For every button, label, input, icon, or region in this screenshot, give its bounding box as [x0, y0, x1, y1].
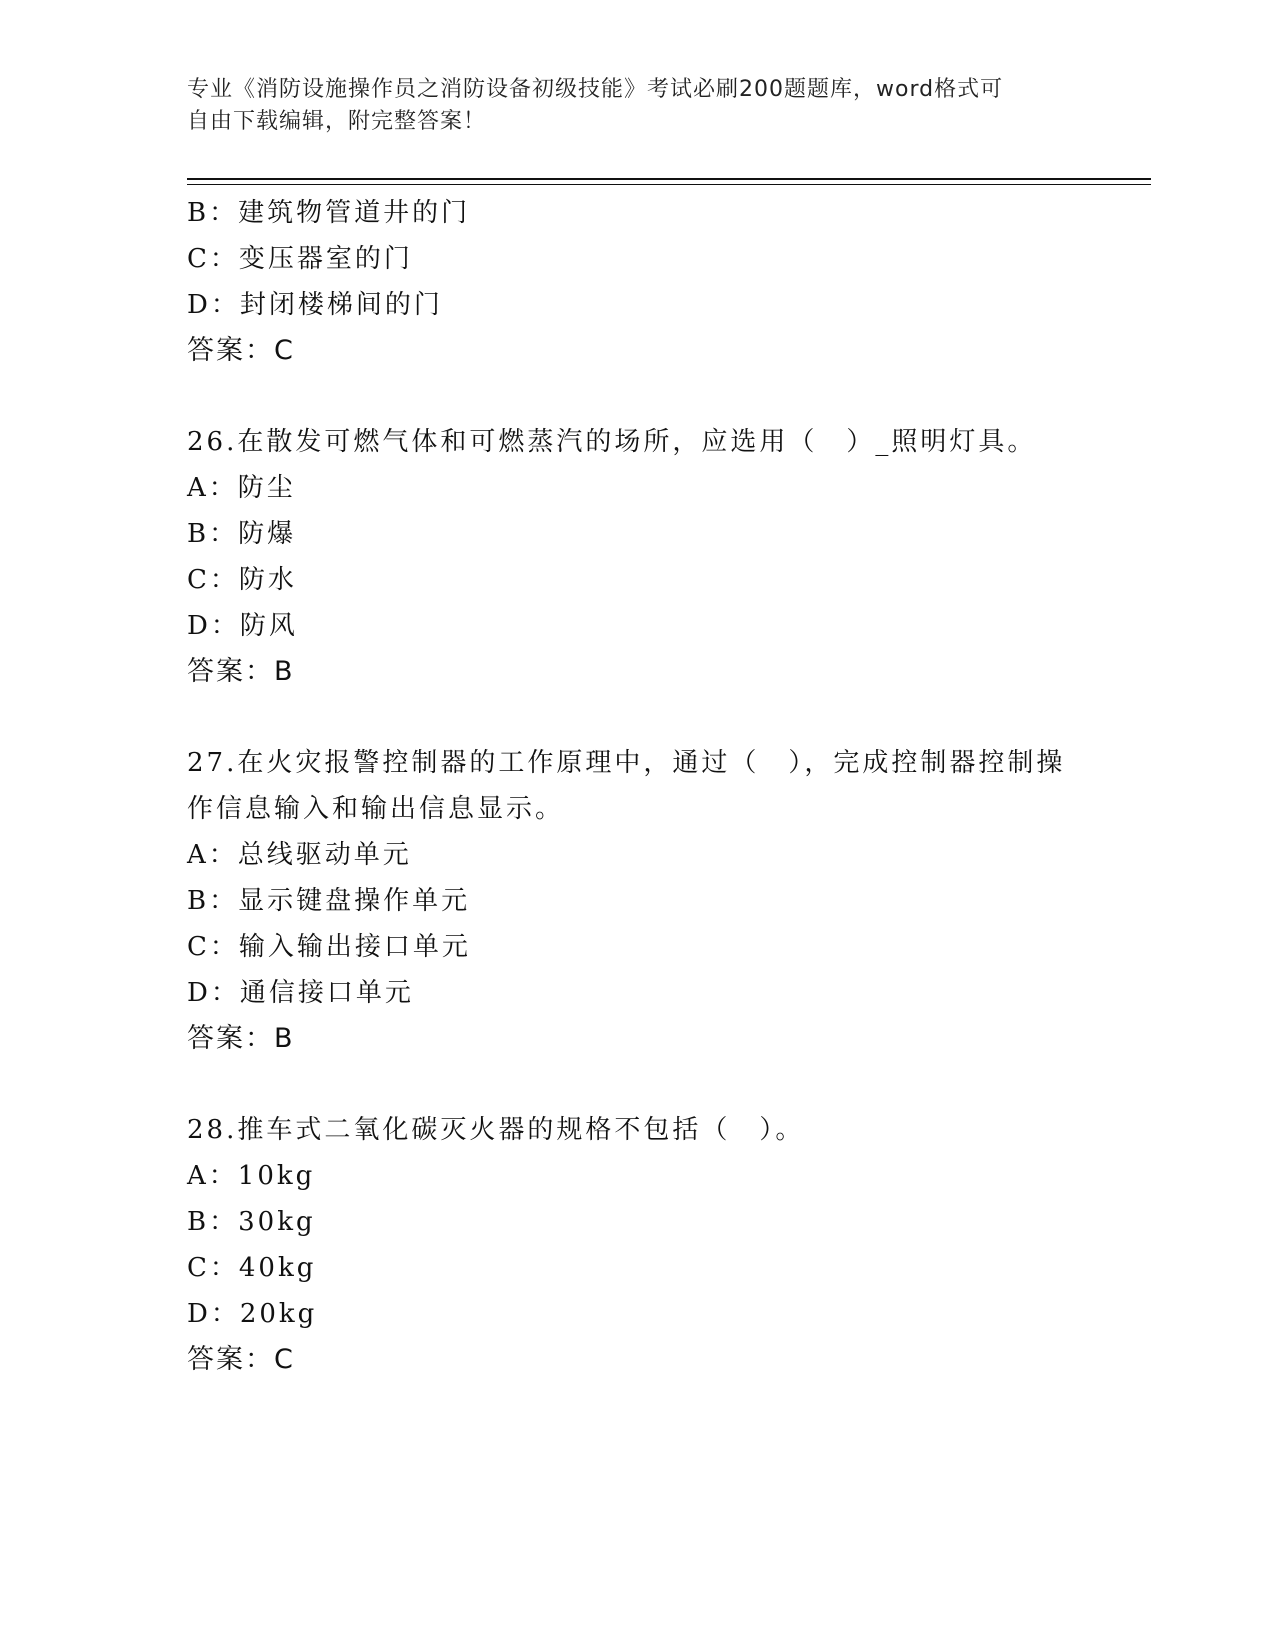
option-b: B：30kg: [187, 1207, 316, 1237]
option-c: C：防水: [187, 565, 297, 595]
header-line-1: 专业《消防设施操作员之消防设备初级技能》考试必刷200题题库，word格式可: [187, 77, 1004, 102]
spacer: [187, 1062, 1087, 1107]
header-line-2: 自由下载编辑，附完整答案！: [187, 109, 487, 134]
option-d: D：通信接口单元: [187, 978, 414, 1008]
question-stem-continued: 作信息输入和输出信息显示。: [187, 794, 565, 824]
spacer: [187, 374, 1087, 419]
answer-line: 答案：C: [187, 1344, 295, 1375]
carryover-block: [187, 190, 1087, 374]
question-stem: 27.在火灾报警控制器的工作原理中，通过（ ），完成控制器控制操: [187, 748, 1066, 778]
answer-line: 答案：C: [187, 335, 295, 366]
option-b: B：防爆: [187, 519, 297, 549]
answer-line: 答案：B: [187, 656, 295, 687]
option-d: D：封闭楼梯间的门: [187, 290, 443, 320]
option-c: C：变压器室的门: [187, 244, 413, 274]
question-stem: 28.推车式二氧化碳灭火器的规格不包括（ ）。: [187, 1115, 805, 1145]
answer-line: 答案：B: [187, 1023, 295, 1054]
option-d: D：防风: [187, 611, 298, 641]
option-d: D：20kg: [187, 1299, 318, 1329]
question-content: [187, 190, 1087, 1383]
option-c: C：输入输出接口单元: [187, 932, 471, 962]
option-b: B：显示键盘操作单元: [187, 886, 471, 916]
question-stem: 26.在散发可燃气体和可燃蒸汽的场所，应选用（ ）_照明灯具。: [187, 427, 1037, 457]
option-a: A：10kg: [187, 1161, 316, 1191]
question-28: [187, 1107, 1087, 1383]
question-27: [187, 740, 1087, 1062]
header-rule-thick: [187, 178, 1151, 180]
option-b: B：建筑物管道井的门: [187, 198, 471, 228]
spacer: [187, 695, 1087, 740]
header-rule-thin: [187, 184, 1151, 185]
document-header: [187, 74, 1067, 138]
option-c: C：40kg: [187, 1253, 317, 1283]
option-a: A：总线驱动单元: [187, 840, 412, 870]
question-26: [187, 419, 1087, 695]
option-a: A：防尘: [187, 473, 296, 503]
